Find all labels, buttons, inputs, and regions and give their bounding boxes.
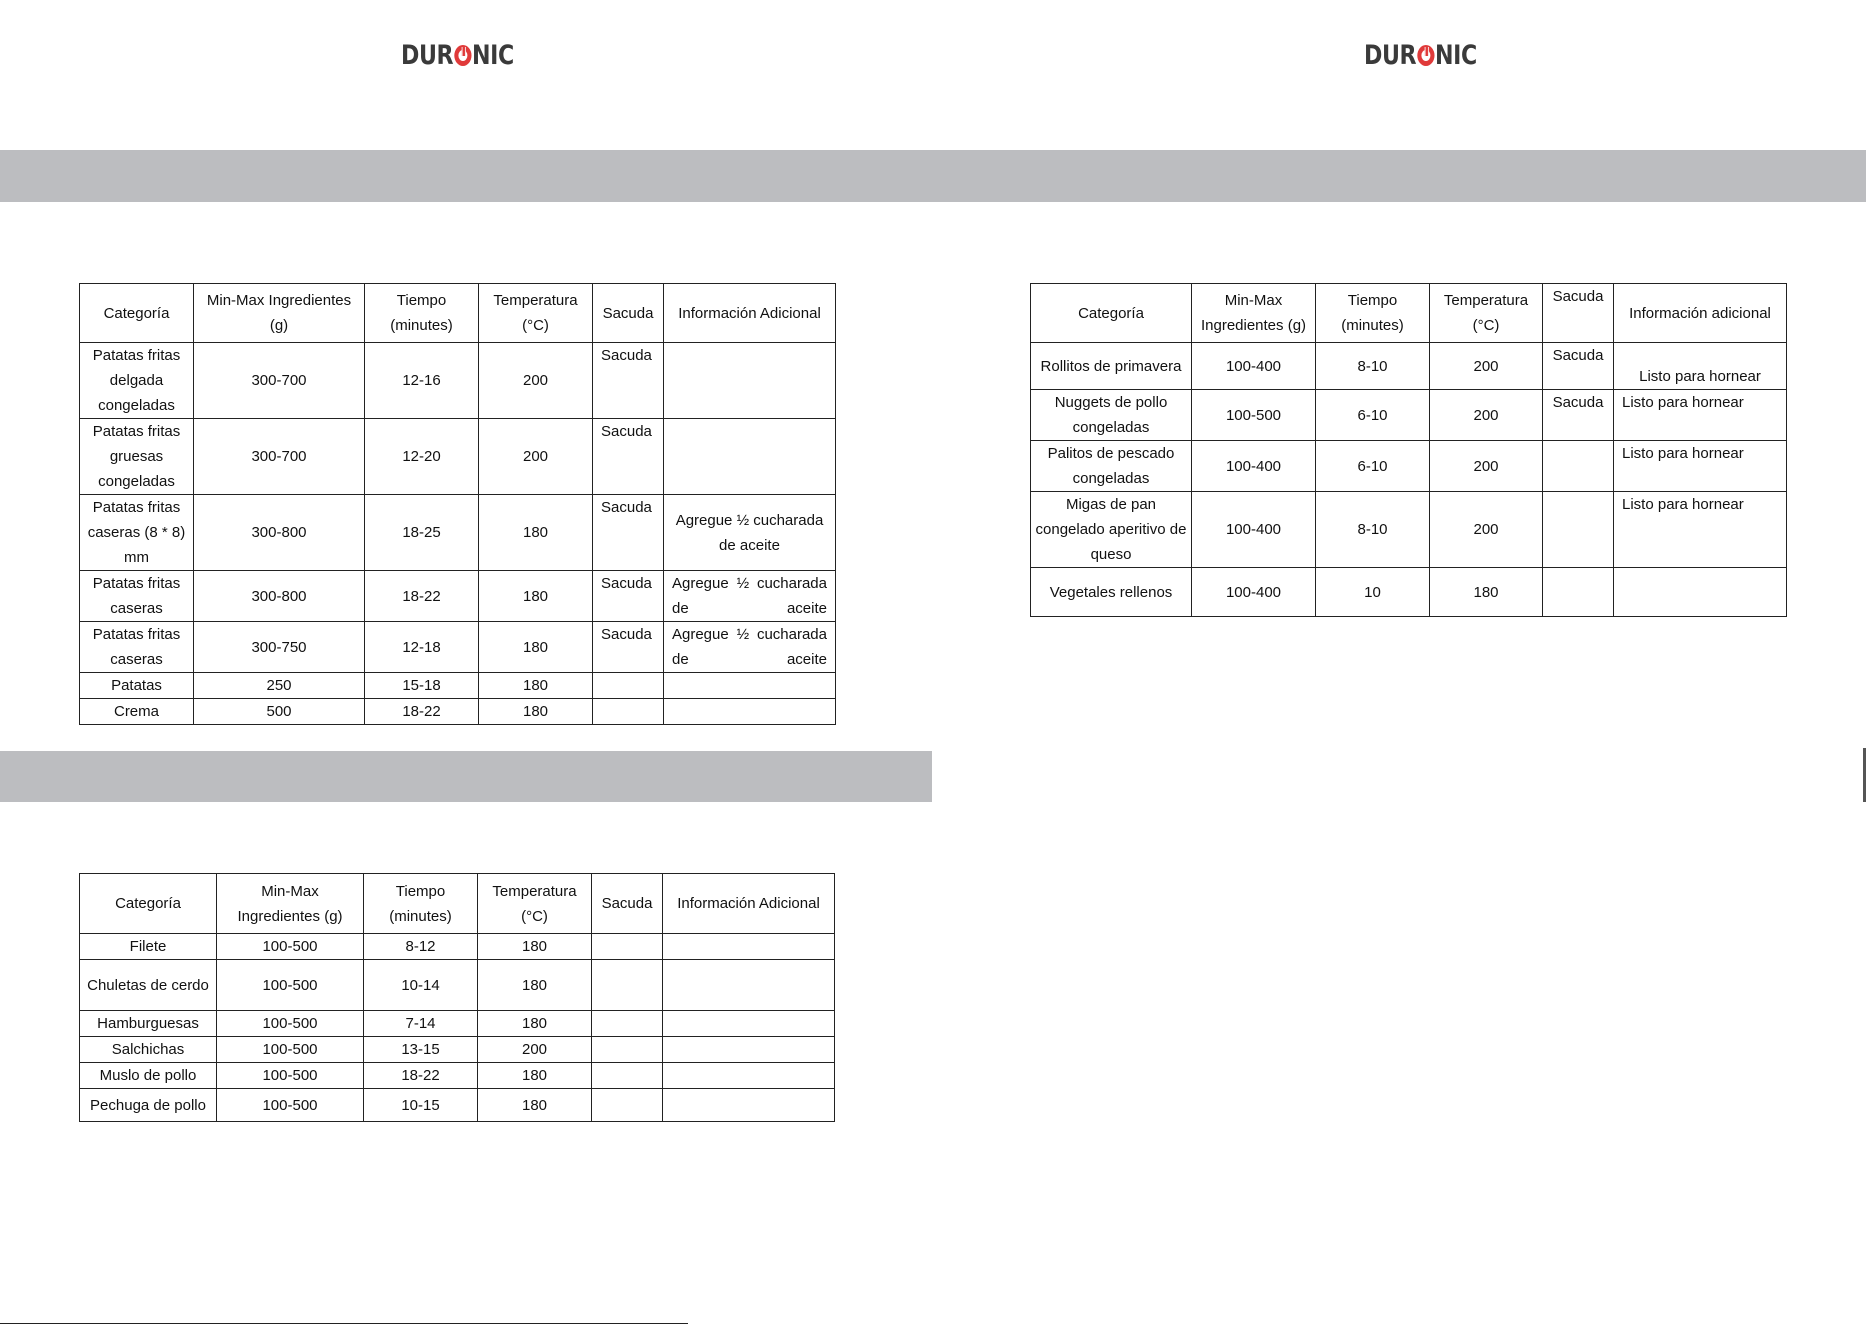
table-cell: 300-700 [194, 419, 365, 495]
table-cell: 12-18 [365, 622, 479, 673]
table-cell [663, 1011, 835, 1037]
table-row [80, 622, 836, 673]
table-row [80, 1089, 835, 1122]
header-category: Categoría [80, 284, 194, 343]
table-row [80, 699, 836, 725]
table-row [1031, 390, 1787, 441]
table-cell [663, 1063, 835, 1089]
table-cell: 13-15 [364, 1037, 478, 1063]
table-cell: 180 [478, 1063, 592, 1089]
header-category: Categoría [1031, 284, 1192, 343]
table-cell: 7-14 [364, 1011, 478, 1037]
table-cell: Listo para hornear [1614, 492, 1787, 568]
table-cell: Patatas fritas caseras [80, 622, 194, 673]
table-cell: 180 [479, 571, 593, 622]
cooking-table-snacks [1030, 283, 1787, 617]
table-cell: 100-400 [1192, 343, 1316, 390]
table-cell: 180 [479, 699, 593, 725]
cooking-table-potatoes [79, 283, 836, 725]
header-time: Tiempo (minutes) [364, 874, 478, 934]
table-cell: Migas de pan congelado aperitivo de queso [1031, 492, 1192, 568]
header-temperature: Temperatura (°C) [1430, 284, 1543, 343]
section-header-band-2 [0, 751, 932, 802]
table-cell: Agregue ½ cucharada de aceite [664, 622, 836, 673]
table-cell: Listo para hornear [1614, 390, 1787, 441]
table-cell: 180 [478, 1089, 592, 1122]
table-cell: 500 [194, 699, 365, 725]
table-cell: Sacuda [593, 343, 664, 419]
table-cell: 250 [194, 673, 365, 699]
table-cell: 100-500 [217, 1011, 364, 1037]
header-temperature: Temperatura (°C) [479, 284, 593, 343]
table-cell: 6-10 [1316, 441, 1430, 492]
table-cell: Sacuda [1543, 343, 1614, 390]
table-cell: 180 [478, 934, 592, 960]
table-cell [663, 960, 835, 1011]
table-cell: Patatas fritas caseras (8 * 8) mm [80, 495, 194, 571]
table-cell: 200 [1430, 343, 1543, 390]
table-row [80, 673, 836, 699]
table-cell: 8-12 [364, 934, 478, 960]
table-row [1031, 568, 1787, 617]
table-cell: Muslo de pollo [80, 1063, 217, 1089]
table-cell [664, 673, 836, 699]
table-cell: Nuggets de pollo congeladas [1031, 390, 1192, 441]
table-cell: 18-22 [365, 699, 479, 725]
table-cell: 10 [1316, 568, 1430, 617]
table-cell: Sacuda [1543, 390, 1614, 441]
table-cell: 200 [479, 343, 593, 419]
table-cell: Listo para hornear [1614, 441, 1787, 492]
table-cell: 18-22 [364, 1063, 478, 1089]
header-category: Categoría [80, 874, 217, 934]
table-cell: 6-10 [1316, 390, 1430, 441]
cooking-table-meat [79, 873, 835, 1122]
table-row [80, 960, 835, 1011]
table-cell: 12-16 [365, 343, 479, 419]
table-cell: Patatas [80, 673, 194, 699]
table-cell: Agregue ½ cucharada de aceite [664, 495, 836, 571]
table-cell: 100-500 [217, 1037, 364, 1063]
table-cell: Filete [80, 934, 217, 960]
header-time: Tiempo (minutes) [365, 284, 479, 343]
table-cell: Agregue ½ cucharada de aceite [664, 571, 836, 622]
table-header-row [80, 284, 836, 343]
power-icon [1417, 45, 1434, 66]
table-cell [664, 343, 836, 419]
header-additional-info: Información adicional [1614, 284, 1787, 343]
table-cell: 200 [1430, 441, 1543, 492]
table-cell: 100-500 [217, 1089, 364, 1122]
table-cell: 180 [1430, 568, 1543, 617]
table-cell [592, 1011, 663, 1037]
table-cell [663, 1037, 835, 1063]
table-cell [1614, 568, 1787, 617]
table-cell: 200 [1430, 492, 1543, 568]
table-cell: Patatas fritas delgada congeladas [80, 343, 194, 419]
table-cell: 18-25 [365, 495, 479, 571]
table-cell: 200 [479, 419, 593, 495]
table-cell: 100-500 [217, 1063, 364, 1089]
table-cell: 10-14 [364, 960, 478, 1011]
table-cell [593, 699, 664, 725]
table-cell [592, 960, 663, 1011]
header-additional-info: Información Adicional [663, 874, 835, 934]
header-min-max: Min-Max Ingredientes (g) [194, 284, 365, 343]
power-icon [454, 45, 471, 66]
header-shake: Sacuda [593, 284, 664, 343]
table-cell: 18-22 [365, 571, 479, 622]
header-min-max: Min-Max Ingredientes (g) [217, 874, 364, 934]
table-cell: 200 [478, 1037, 592, 1063]
table-cell [592, 1089, 663, 1122]
table-cell [663, 934, 835, 960]
table-row [1031, 492, 1787, 568]
table-cell: 300-750 [194, 622, 365, 673]
table-cell: 100-500 [1192, 390, 1316, 441]
table-row [80, 934, 835, 960]
table-cell: Crema [80, 699, 194, 725]
table-cell: 180 [479, 495, 593, 571]
table-cell [592, 1063, 663, 1089]
header-shake: Sacuda [1543, 284, 1614, 343]
table-cell: Pechuga de pollo [80, 1089, 217, 1122]
table-cell: 8-10 [1316, 343, 1430, 390]
header-time: Tiempo (minutes) [1316, 284, 1430, 343]
table-cell [1543, 492, 1614, 568]
table-cell: 300-800 [194, 571, 365, 622]
table-cell: Vegetales rellenos [1031, 568, 1192, 617]
duronic-logo-right: DUR NIC [1364, 39, 1477, 71]
table-row [1031, 441, 1787, 492]
table-cell [592, 934, 663, 960]
table-row [80, 343, 836, 419]
table-cell: 180 [478, 960, 592, 1011]
header-min-max: Min-Max Ingredientes (g) [1192, 284, 1316, 343]
table-cell: Listo para hornear [1614, 343, 1787, 390]
table-cell: 300-800 [194, 495, 365, 571]
table-cell: 100-400 [1192, 492, 1316, 568]
table-row [80, 495, 836, 571]
table-cell: 100-400 [1192, 568, 1316, 617]
duronic-logo-left: DUR NIC [401, 39, 514, 71]
table-cell: Sacuda [593, 495, 664, 571]
header-shake: Sacuda [592, 874, 663, 934]
table-cell: 180 [478, 1011, 592, 1037]
table-cell: Sacuda [593, 622, 664, 673]
table-header-row [1031, 284, 1787, 343]
table-cell: Palitos de pescado congeladas [1031, 441, 1192, 492]
table-row [80, 571, 836, 622]
table-cell [592, 1037, 663, 1063]
table-cell: 180 [479, 622, 593, 673]
header-additional-info: Información Adicional [664, 284, 836, 343]
table-row [80, 1037, 835, 1063]
table-cell: Chuletas de cerdo [80, 960, 217, 1011]
table-cell: 200 [1430, 390, 1543, 441]
table-cell: 8-10 [1316, 492, 1430, 568]
table-cell: 10-15 [364, 1089, 478, 1122]
table-cell: Patatas fritas gruesas congeladas [80, 419, 194, 495]
table-row [1031, 343, 1787, 390]
table-cell: 100-500 [217, 934, 364, 960]
table-cell: 100-500 [217, 960, 364, 1011]
table-cell [663, 1089, 835, 1122]
table-cell: 15-18 [365, 673, 479, 699]
table-row [80, 1011, 835, 1037]
table-cell [593, 673, 664, 699]
table-cell: Sacuda [593, 419, 664, 495]
table-cell [1543, 441, 1614, 492]
table-cell: 300-700 [194, 343, 365, 419]
table-header-row [80, 874, 835, 934]
table-cell: Hamburguesas [80, 1011, 217, 1037]
table-cell: 180 [479, 673, 593, 699]
table-row [80, 1063, 835, 1089]
table-cell [664, 419, 836, 495]
table-cell: 12-20 [365, 419, 479, 495]
table-cell: Sacuda [593, 571, 664, 622]
table-row [80, 419, 836, 495]
table-cell: 100-400 [1192, 441, 1316, 492]
table-cell [664, 699, 836, 725]
table-cell [1543, 568, 1614, 617]
section-header-band [0, 150, 1866, 202]
header-temperature: Temperatura (°C) [478, 874, 592, 934]
table-cell: Salchichas [80, 1037, 217, 1063]
table-cell: Rollitos de primavera [1031, 343, 1192, 390]
table-cell: Patatas fritas caseras [80, 571, 194, 622]
